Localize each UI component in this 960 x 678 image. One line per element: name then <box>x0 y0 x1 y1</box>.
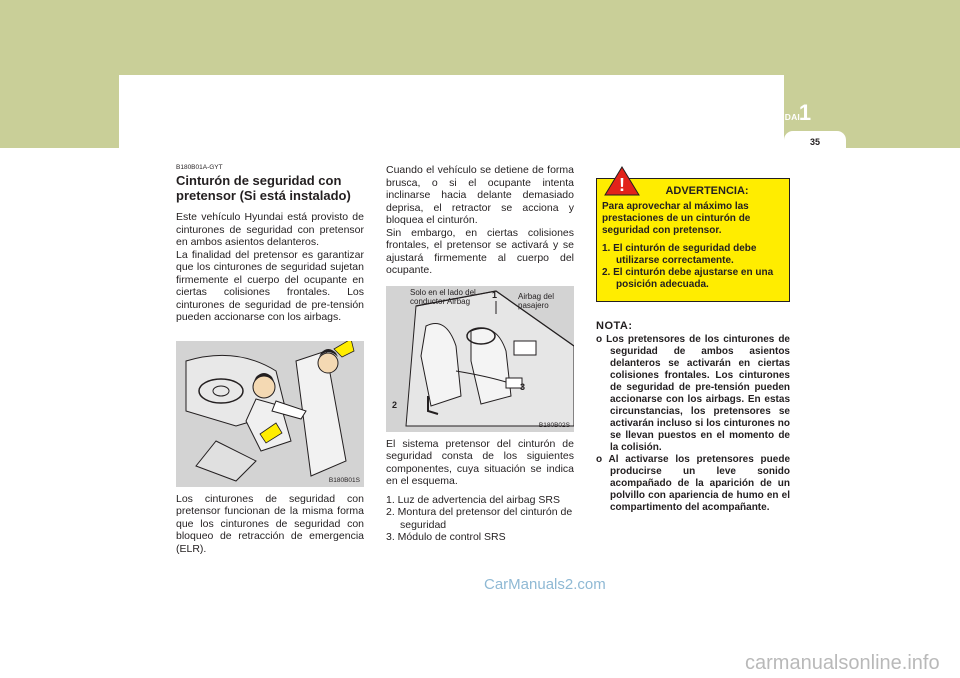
driver-illustration <box>176 341 364 487</box>
right-column <box>596 164 790 514</box>
purpose-paragraph: La finalidad del pretensor es garantizar que los cinturones de seguridad sujetan firmemente el cuerpo del ocupante en ciertas colisiones frontales. Los cinturones de seguridad de pre-tensión pueden accionarse con los airbags. <box>176 248 364 323</box>
chapter-number: 1 <box>798 100 812 125</box>
list-item: 1. Luz de advertencia del airbag SRS <box>386 493 560 506</box>
callout-3: 3 <box>520 381 526 392</box>
warning-block <box>596 164 790 302</box>
intro-paragraph: Este vehículo Hyundai está provisto de cinturones de seguridad con pretensor en ambos asientos delanteros. <box>176 211 364 248</box>
callout-2: 2 <box>392 399 398 410</box>
pretensioner-paragraph: Sin embargo, en ciertas colisiones frontales, el pretensor se activará y se ajustará firmemente al cuerpo del ocupante. <box>386 226 574 276</box>
list-item: o Al activarse los pretensores puede producirse un leve sonido acompañado de la aparición de un polvillo con apariencia de humo en el compartimento del acompañante. <box>596 454 790 513</box>
system-paragraph: El sistema pretensor del cinturón de seguridad consta de los siguientes componentes, cuya situación se indica en el esquema. <box>386 437 574 487</box>
warning-list <box>602 243 784 291</box>
components-list <box>386 494 574 544</box>
list-item: 1. El cinturón de seguridad debe utilizarse correctamente. <box>602 243 757 266</box>
callout-1: 1 <box>492 289 498 300</box>
warning-triangle-icon <box>604 166 640 196</box>
figure-code: B180B02S <box>538 421 570 429</box>
driver-side-label: Solo en el lado del conductor Airbag <box>410 287 476 306</box>
elr-paragraph: Los cinturones de seguridad con pretensor funcionan de la misma forma que los cinturones de seguridad con bloqueo de retracción de emergencia (ELR). <box>176 492 364 555</box>
components-figure <box>386 286 574 432</box>
list-item: 3. Módulo de control SRS <box>386 531 506 543</box>
section-heading: Cinturón de seguridad con pretensor (Si está instalado) <box>176 173 351 203</box>
middle-column <box>386 164 574 544</box>
watermark-carmanualsonline[interactable]: carmanualsonline.info <box>745 652 940 674</box>
note-list <box>596 334 790 514</box>
watermark-carmanuals2[interactable]: CarManuals2.com <box>484 576 606 593</box>
retractor-paragraph: Cuando el vehículo se detiene de forma brusca, o si el ocupante intenta inclinarse hacia delante demasiado deprisa, el retractor se acciona y bloquea el cinturón. <box>386 164 574 226</box>
warning-symbol: ! <box>619 175 625 195</box>
left-column <box>176 164 364 555</box>
driver-figure <box>176 341 364 487</box>
section-code: B180B01A-GYT <box>176 164 223 171</box>
warning-box <box>596 178 790 302</box>
note-title: NOTA: <box>596 320 633 332</box>
list-item: 2. Montura del pretensor del cinturón de seguridad <box>386 506 573 531</box>
list-item: 2. El cinturón debe ajustarse en una posición adecuada. <box>602 267 774 290</box>
warning-text: Para aprovechar al máximo las prestaciones de un cinturón de seguridad con pretensor. <box>602 201 751 236</box>
warning-title: ADVERTENCIA: <box>665 185 749 197</box>
page-number: 35 <box>809 137 820 147</box>
passenger-airbag-label: Airbag del pasajero <box>518 291 555 310</box>
section-title: COMPONENTES DE SU HYUNDAI <box>658 112 800 122</box>
list-item: o Los pretensores de los cinturones de seguridad de ambos asientos delanteros se activarán en ciertas colisiones frontales. Los cinturones de seguridad de pre-tensión pueden accionarse con los airbags. En estas circunstancias, los pretensores se activarán incluso si los cinturones no se llevan puestos en el momento de la colisión. <box>596 334 790 453</box>
figure-code: B180B01S <box>328 476 360 484</box>
